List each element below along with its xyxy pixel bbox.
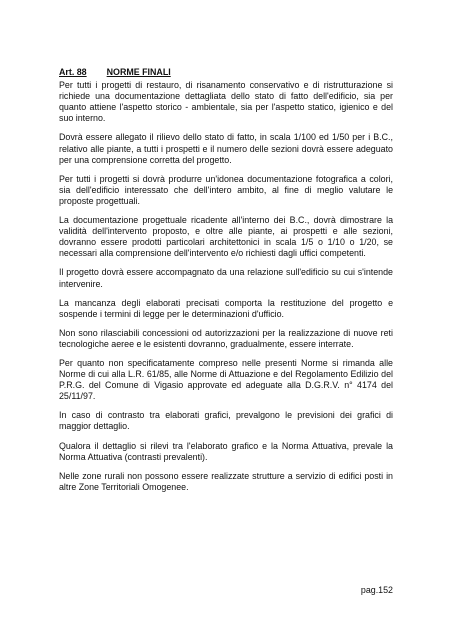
paragraph: Per tutti i progetti di restauro, di risanamento conservativo e di ristrutturazione si richiede una documentazione dettagliata dello stato di fatto dell'edificio, sia per quanto attiene l'aspetto storico - ambientale, sia per l'aspetto statico, igienico e del suo interno. bbox=[59, 80, 393, 124]
paragraph: La documentazione progettuale ricadente all'interno dei B.C., dovrà dimostrare la validità dell'intervento proposto, e oltre alle piante, ai prospetti e alle sezioni, dovranno essere prodotti particolari architettonici in scala 1/5 o 1/10 o 1/20, se necessari alla comprensione dell'intervento e/o richiesti dagli uffici competenti. bbox=[59, 215, 393, 259]
paragraph: Dovrà essere allegato il rilievo dello stato di fatto, in scala 1/100 ed 1/50 per i B.C., relativo alle piante, a tutti i prospetti e il numero delle sezioni dovrà essere adeguato per una comprensione corretta del progetto. bbox=[59, 132, 393, 165]
page-number: pag.152 bbox=[360, 585, 393, 595]
article-title: NORME FINALI bbox=[106, 67, 171, 77]
paragraph: In caso di contrasto tra elaborati grafici, prevalgono le previsioni dei grafici di maggior dettaglio. bbox=[59, 410, 393, 432]
paragraph: La mancanza degli elaborati precisati comporta la restituzione del progetto e sospende i termini di legge per le determinazioni d'ufficio. bbox=[59, 297, 393, 319]
paragraph: Nelle zone rurali non possono essere realizzate strutture a servizio di edifici posti in altre Zone Territoriali Omogenee. bbox=[59, 470, 393, 492]
article-body bbox=[59, 67, 393, 501]
paragraph: Il progetto dovrà essere accompagnato da una relazione sull'edificio su cui s'intende intervenire. bbox=[59, 267, 393, 289]
paragraph: Non sono rilasciabili concessioni od autorizzazioni per la realizzazione di nuove reti tecnologiche aeree e le esistenti dovranno, gradualmente, essere interrate. bbox=[59, 327, 393, 349]
paragraph: Qualora il dettaglio si rilevi tra l'elaborato grafico e la Norma Attuativa, prevale la Norma Attuativa (contrasti prevalenti). bbox=[59, 440, 393, 462]
paragraph: Per quanto non specificatamente compreso nelle presenti Norme si rimanda alle Norme di cui alla L.R. 61/85, alle Norme di Attuazione e del Regolamento Edilizio del P.R.G. del Comune di Vigasio approvate ed adeguate alla D.G.R.V. n° 4174 del 25/11/97. bbox=[59, 357, 393, 402]
paragraph: Per tutti i progetti si dovrà produrre un'idonea documentazione fotografica a colori, sia dell'edificio interessato che dell'intero ambito, al fine di meglio valutare le proposte progettuali. bbox=[59, 173, 393, 206]
article-number: Art. 88 bbox=[59, 67, 87, 77]
article-heading bbox=[59, 67, 393, 78]
